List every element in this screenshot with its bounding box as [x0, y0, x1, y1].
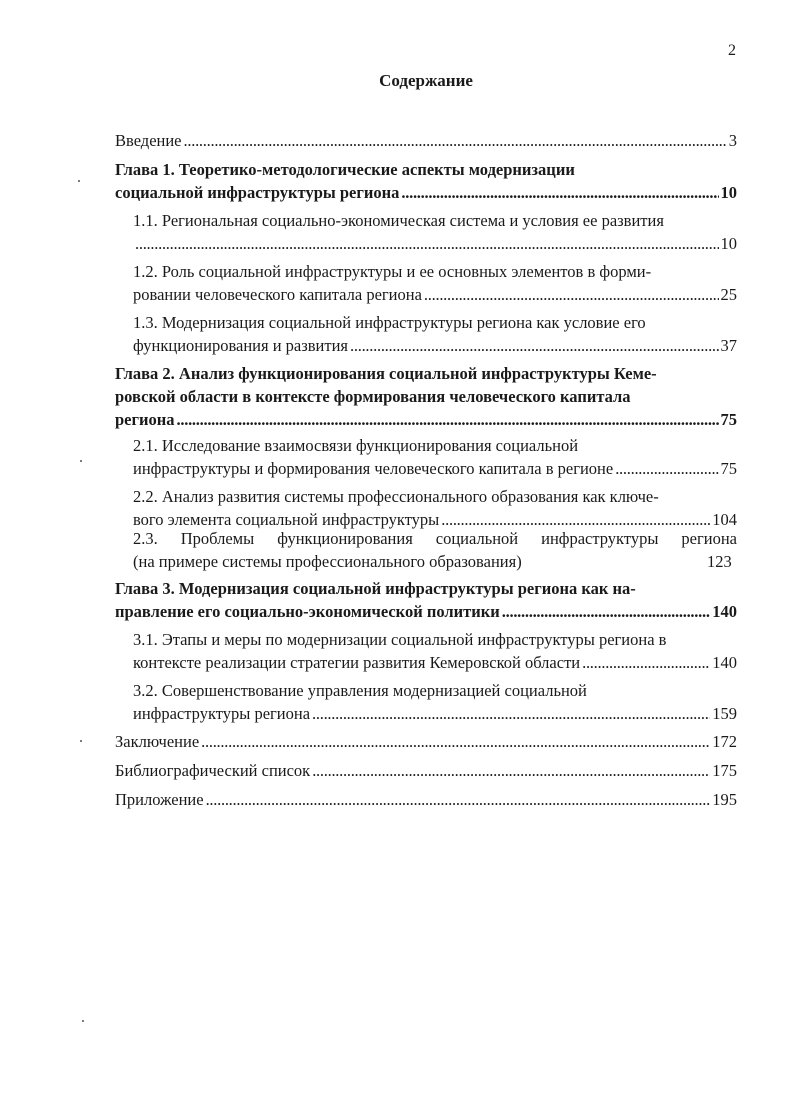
toc-entry-text: контексте реализации стратегии развития Кемеровской области [133, 653, 581, 672]
toc-page-number: 75 [720, 410, 737, 429]
toc-entry-text: (на примере системы профессионального образования) [133, 552, 522, 571]
toc-entry-text: 1.2. Роль социальной инфраструктуры и ее основных элементов в форми- [133, 262, 652, 281]
page-title: Содержание [379, 71, 473, 90]
toc-entry-text: функционирования и развития [133, 336, 349, 355]
leader-dots [582, 651, 710, 674]
toc-entry-section-1-2[interactable] [133, 260, 737, 306]
toc-page-number: 159 [712, 704, 737, 723]
toc-page-number: 123 [707, 552, 732, 571]
leader-dots [206, 788, 711, 811]
toc-entry-text: 2.3. Проблемы функционирования социальной инфраструктуры региона [133, 529, 737, 548]
leader-dots [312, 759, 710, 782]
toc-entry-text: правление его социально-экономической политики [115, 602, 500, 621]
scan-mark [80, 460, 82, 462]
toc-entry-bibliography[interactable] [115, 759, 737, 782]
toc-page-number: 10 [720, 234, 737, 253]
toc-entry-text: ровской области в контексте формирования человеческого капитала [115, 387, 631, 406]
leader-dots [615, 457, 718, 480]
toc-page-number: 175 [712, 761, 737, 780]
scan-mark [80, 740, 82, 742]
toc-entry-text: Глава 2. Анализ функционирования социальной инфраструктуры Кеме- [115, 364, 657, 383]
toc-page-number: 75 [720, 459, 737, 478]
toc-entry-section-2-1[interactable] [133, 434, 737, 480]
toc-entry-intro[interactable] [115, 129, 737, 152]
toc-page-number: 140 [712, 602, 737, 621]
toc-entry-text: 1.3. Модернизация социальной инфраструктуры региона как условие его [133, 313, 646, 332]
toc-page-number: 25 [720, 285, 737, 304]
toc-entry-text: 2.1. Исследование взаимосвязи функционирования социальной [133, 436, 579, 455]
toc-page-number: 172 [712, 732, 737, 751]
scan-mark [78, 180, 80, 182]
toc-entry-text: Глава 1. Теоретико-методологические аспекты модернизации [115, 160, 575, 179]
leader-dots [177, 408, 719, 431]
toc-page-number: 37 [720, 336, 737, 355]
toc-page-number: 10 [720, 183, 737, 202]
toc-entry-text: Библиографический список [115, 761, 311, 780]
leader-dots [502, 600, 710, 623]
toc-entry-text: 2.2. Анализ развития системы профессионального образования как ключе- [133, 487, 659, 506]
toc-page-number: 140 [712, 653, 737, 672]
toc-entry-section-3-2[interactable] [133, 679, 737, 725]
toc-entry-text: Введение [115, 131, 182, 150]
toc-entry-text: инфраструктуры и формирования человеческого капитала в регионе [133, 459, 614, 478]
toc-entry-text: 3.1. Этапы и меры по модернизации социальной инфраструктуры региона в [133, 630, 667, 649]
leader-dots [135, 232, 719, 255]
toc-entry-section-2-2[interactable] [133, 485, 737, 531]
toc-entry-text: региона [115, 410, 175, 429]
toc-entry-text: вого элемента социальной инфраструктуры [133, 510, 440, 529]
toc-page-number: 195 [712, 790, 737, 809]
toc-entry-conclusion[interactable] [115, 730, 737, 753]
toc-page-number: 104 [712, 510, 737, 529]
toc-entry-section-2-3[interactable] [133, 527, 737, 573]
toc-entry-section-3-1[interactable] [133, 628, 737, 674]
toc-entry-text: Заключение [115, 732, 200, 751]
toc-entry-chapter-3[interactable] [115, 577, 737, 623]
toc-entry-text: Глава 3. Модернизация социальной инфраструктуры региона как на- [115, 579, 636, 598]
toc-entry-text: инфраструктуры региона [133, 704, 311, 723]
page-number: 2 [728, 42, 736, 59]
toc-entry-appendix[interactable] [115, 788, 737, 811]
toc-entry-text: социальной инфраструктуры региона [115, 183, 400, 202]
leader-dots [424, 283, 719, 306]
leader-dots [312, 702, 710, 725]
toc-entry-text: 1.1. Региональная социально-экономическая система и условия ее развития [133, 211, 664, 230]
leader-dots [350, 334, 718, 357]
toc-entry-text: 3.2. Совершенствование управления модернизацией социальной [133, 681, 587, 700]
toc-entry-chapter-1[interactable] [115, 158, 737, 204]
toc-entry-section-1-3[interactable] [133, 311, 737, 357]
toc-entry-text: ровании человеческого капитала региона [133, 285, 422, 304]
toc-entry-section-1-1[interactable] [133, 209, 737, 255]
leader-dots [201, 730, 710, 753]
toc-page-number: 3 [728, 131, 737, 150]
toc-entry-text: Приложение [115, 790, 204, 809]
scan-mark [82, 1020, 84, 1022]
leader-dots [184, 129, 727, 152]
leader-dots [401, 181, 718, 204]
toc-entry-chapter-2[interactable] [115, 362, 737, 431]
